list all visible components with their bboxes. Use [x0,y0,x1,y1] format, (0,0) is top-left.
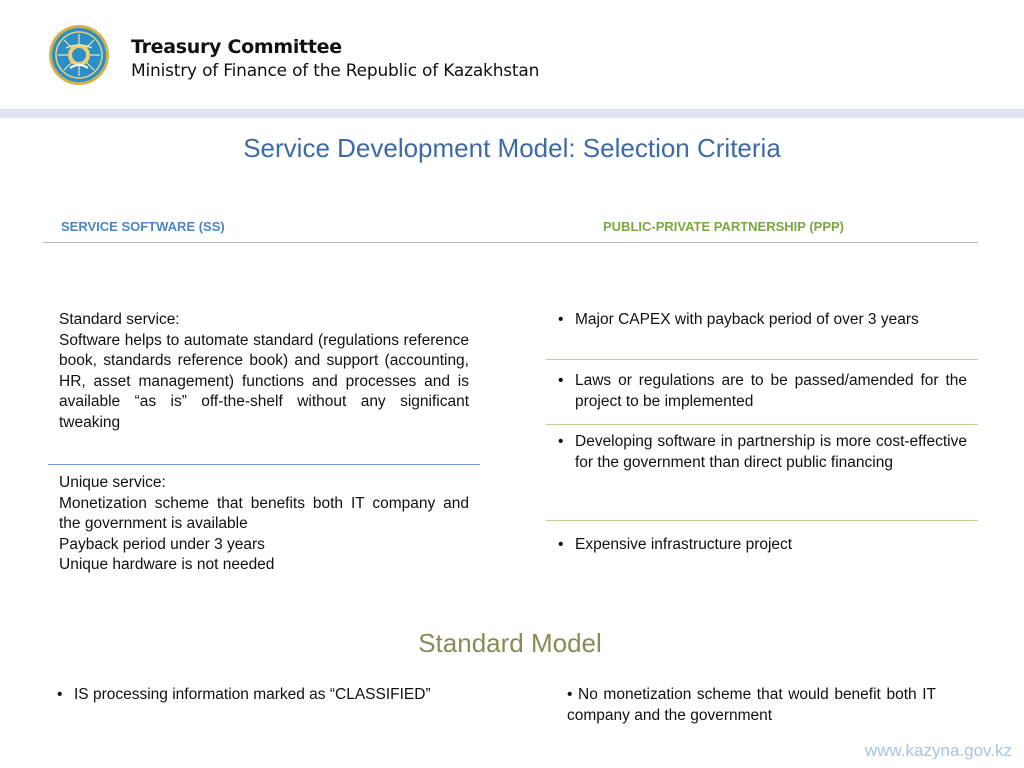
standard-model-right-item: • No monetization scheme that would benefit both IT company and the government [567,686,936,724]
ss-divider [48,464,480,465]
state-emblem-icon [48,24,110,86]
ppp-list-item [558,432,967,473]
ppp-list-item [558,535,967,556]
slide-title: Service Development Model: Selection Criteria [243,133,781,163]
ss-unique-service [59,473,469,576]
bullet-icon: • [558,372,564,389]
standard-model-left-item [57,685,517,706]
ss-standard-label: Standard service: [59,311,180,328]
ppp-list-item [558,310,967,331]
header-divider-band [0,109,1024,118]
ss-column-heading: SERVICE SOFTWARE (SS) [61,219,225,234]
ppp-list-item [558,371,967,412]
ppp-item-text: Expensive infrastructure project [575,536,793,553]
org-name: Treasury Committee [131,36,342,58]
footer-url: www.kazyna.gov.kz [864,741,1012,760]
bullet-icon: • [558,311,564,328]
ppp-column-heading: PUBLIC-PRIVATE PARTNERSHIP (PPP) [603,219,845,234]
heading-divider [43,242,978,243]
ss-unique-line: Unique hardware is not needed [59,556,275,573]
standard-model-left-text: IS processing information marked as “CLASSIFIED” [74,686,431,703]
ppp-divider [546,520,978,521]
bullet-icon: • [57,686,63,703]
ppp-divider [546,424,978,425]
org-subtitle: Ministry of Finance of the Republic of Kazakhstan [131,61,540,81]
standard-model-title: Standard Model [418,628,602,658]
ss-standard-text: Software helps to automate standard (regulations reference book, standards reference book) and support (accounting, HR, asset management) functions and processes and is available “as is” off-the-shelf without any significant tweaking [59,331,469,431]
ss-unique-line: Payback period under 3 years [59,535,265,553]
ss-standard-service [59,310,469,433]
ppp-divider [546,359,978,360]
ppp-item-text: Major CAPEX with payback period of over 3 years [575,311,919,328]
ss-unique-label: Unique service: [59,474,166,491]
bullet-icon: • [558,536,564,553]
ppp-item-text: Laws or regulations are to be passed/amended for the project to be implemented [575,372,967,410]
bullet-icon: • [558,433,564,450]
ss-unique-line: Monetization scheme that benefits both IT company and the government is available [59,494,469,532]
ppp-item-text: Developing software in partnership is more cost-effective for the government than direct public financing [575,433,967,471]
